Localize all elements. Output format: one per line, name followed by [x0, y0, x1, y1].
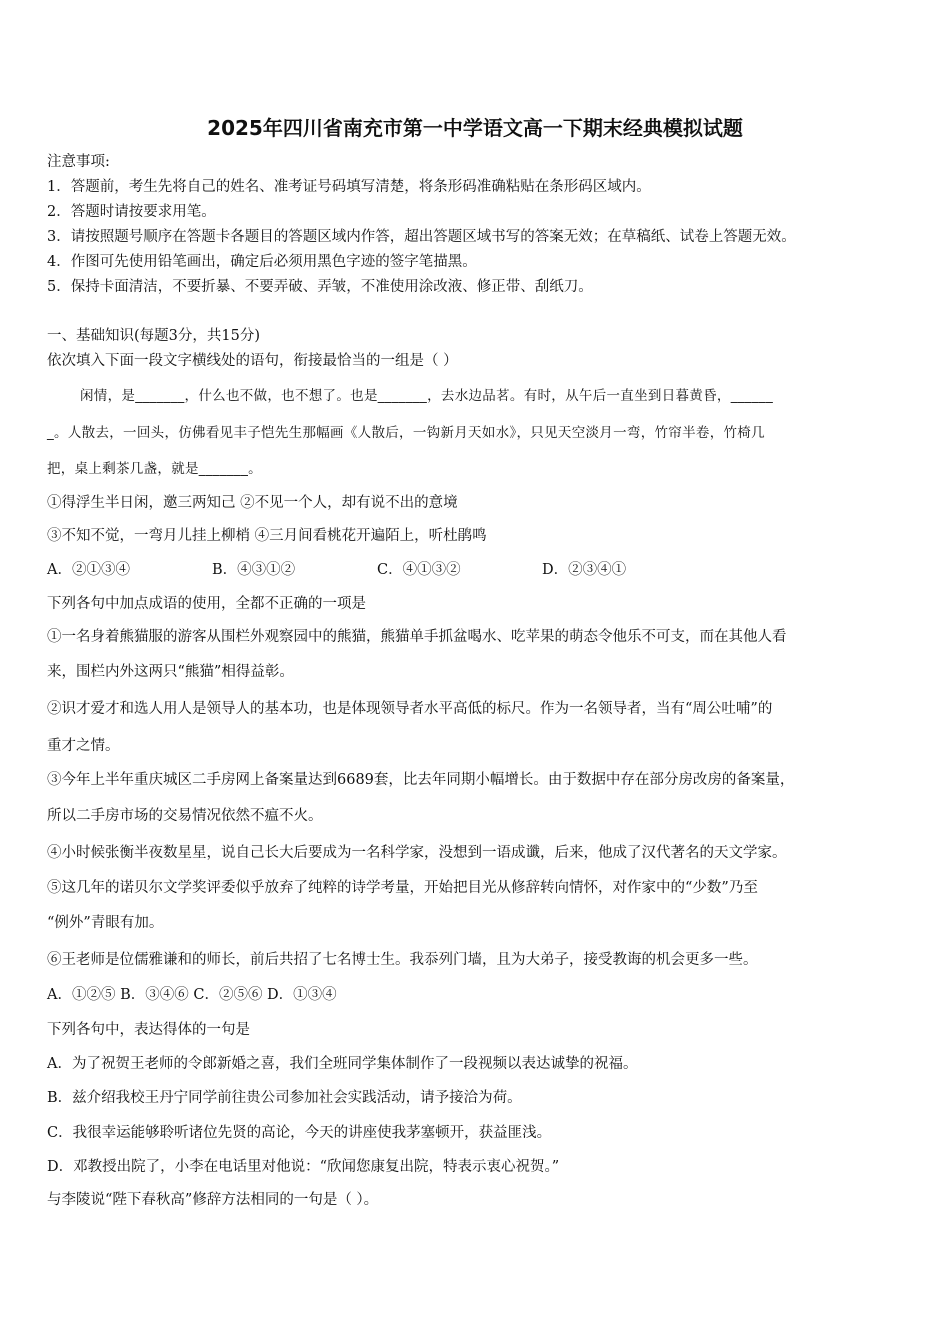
answer-option-d: D．②③④① — [542, 562, 627, 578]
notice-item: 1．答题前，考生先将自己的姓名、准考证号码填写清楚，将条形码准确粘贴在条形码区域内。 — [47, 179, 651, 195]
question-stem: 依次填入下面一段文字横线处的语句，衔接最恰当的一组是（ ） — [47, 353, 458, 369]
section-heading: 一、基础知识(每题3分，共15分) — [47, 328, 260, 344]
sentence-line: 所以二手房市场的交易情况依然不瘟不火。 — [47, 808, 323, 824]
page-title: 2025年四川省南充市第一中学语文高一下期末经典模拟试题 — [207, 116, 743, 140]
answer-option-d: D．邓教授出院了，小李在电话里对他说：“欣闻您康复出院，特表示衷心祝贺。” — [47, 1159, 560, 1175]
sentence-line: “例外”青眼有加。 — [47, 915, 164, 931]
passage-line: 闲情，是_______，什么也不做，也不想了。也是_______，去水边品茗。有时，从午后一直坐到日暮黄昏，______ — [80, 388, 773, 404]
passage-line: _。人散去，一回头，仿佛看见丰子恺先生那幅画《人散后，一钩新月天如水》，只见天空淡月一弯，竹帘半卷，竹椅几 — [47, 425, 765, 441]
notice-item: 2．答题时请按要求用笔。 — [47, 204, 216, 220]
sentence-line: ②识才爱才和选人用人是领导人的基本功，也是体现领导者水平高低的标尺。作为一名领导者，当有“周公吐哺”的 — [47, 701, 773, 717]
sentence-line: ③今年上半年重庆城区二手房网上备案量达到6689套，比去年同期小幅增长。由于数据中存在部分房改房的备案量， — [47, 772, 795, 788]
sentence-line: ⑥王老师是位儒雅谦和的师长，前后共招了七名博士生。我忝列门墙，且为大弟子，接受教诲的机会更多一些。 — [47, 952, 758, 968]
sentence-line: 重才之情。 — [47, 738, 120, 754]
answer-option-a: A．为了祝贺王老师的令郎新婚之喜，我们全班同学集体制作了一段视频以表达诚挚的祝福。 — [47, 1056, 638, 1072]
answer-option-b: B．④③①② — [212, 562, 296, 578]
question-stem: 下列各句中加点成语的使用，全都不正确的一项是 — [47, 596, 366, 612]
question-stem: 下列各句中，表达得体的一句是 — [47, 1022, 250, 1038]
notice-item: 3．请按照题号顺序在答题卡各题目的答题区域内作答，超出答题区域书写的答案无效；在草稿纸、试卷上答题无效。 — [47, 229, 796, 245]
passage-line: 把，桌上剩茶几盏，就是_______。 — [47, 461, 262, 477]
sentence-line: ⑤这几年的诺贝尔文学奖评委似乎放弃了纯粹的诗学考量，开始把目光从修辞转向情怀，对作家中的“少数”乃至 — [47, 880, 758, 896]
answer-options: A．①②⑤ B．③④⑥ C．②⑤⑥ D．①③④ — [47, 987, 337, 1003]
answer-option-c: C．我很幸运能够聆听诸位先贤的高论，今天的讲座使我茅塞顿开，获益匪浅。 — [47, 1125, 552, 1141]
question-stem: 与李陵说“陛下春秋高”修辞方法相同的一句是（ ）。 — [47, 1192, 379, 1208]
answer-option-c: C．④①③② — [377, 562, 461, 578]
notice-item: 4．作图可先使用铅笔画出，确定后必须用黑色字迹的签字笔描黑。 — [47, 254, 477, 270]
notice-item: 5．保持卡面清洁，不要折暴、不要弄破、弄皱，不准使用涂改液、修正带、刮纸刀。 — [47, 279, 593, 295]
answer-option-a: A．②①③④ — [47, 562, 130, 578]
choice-line: ①得浮生半日闲，邀三两知己 ②不见一个人，却有说不出的意境 — [47, 495, 458, 511]
notice-heading: 注意事项: — [47, 154, 110, 170]
answer-option-b: B．兹介绍我校王丹宁同学前往贵公司参加社会实践活动，请予接洽为荷。 — [47, 1090, 522, 1106]
sentence-line: 来，围栏内外这两只“熊猫”相得益彰。 — [47, 664, 294, 680]
sentence-line: ①一名身着熊猫服的游客从围栏外观察园中的熊猫，熊猫单手抓盆喝水、吃苹果的萌态令他乐不可支，而在其他人看 — [47, 629, 787, 645]
choice-line: ③不知不觉，一弯月儿挂上柳梢 ④三月间看桃花开遍陌上，听杜鹃鸣 — [47, 528, 487, 544]
sentence-line: ④小时候张衡半夜数星星，说自己长大后要成为一名科学家，没想到一语成谶，后来，他成了汉代著名的天文学家。 — [47, 845, 787, 861]
